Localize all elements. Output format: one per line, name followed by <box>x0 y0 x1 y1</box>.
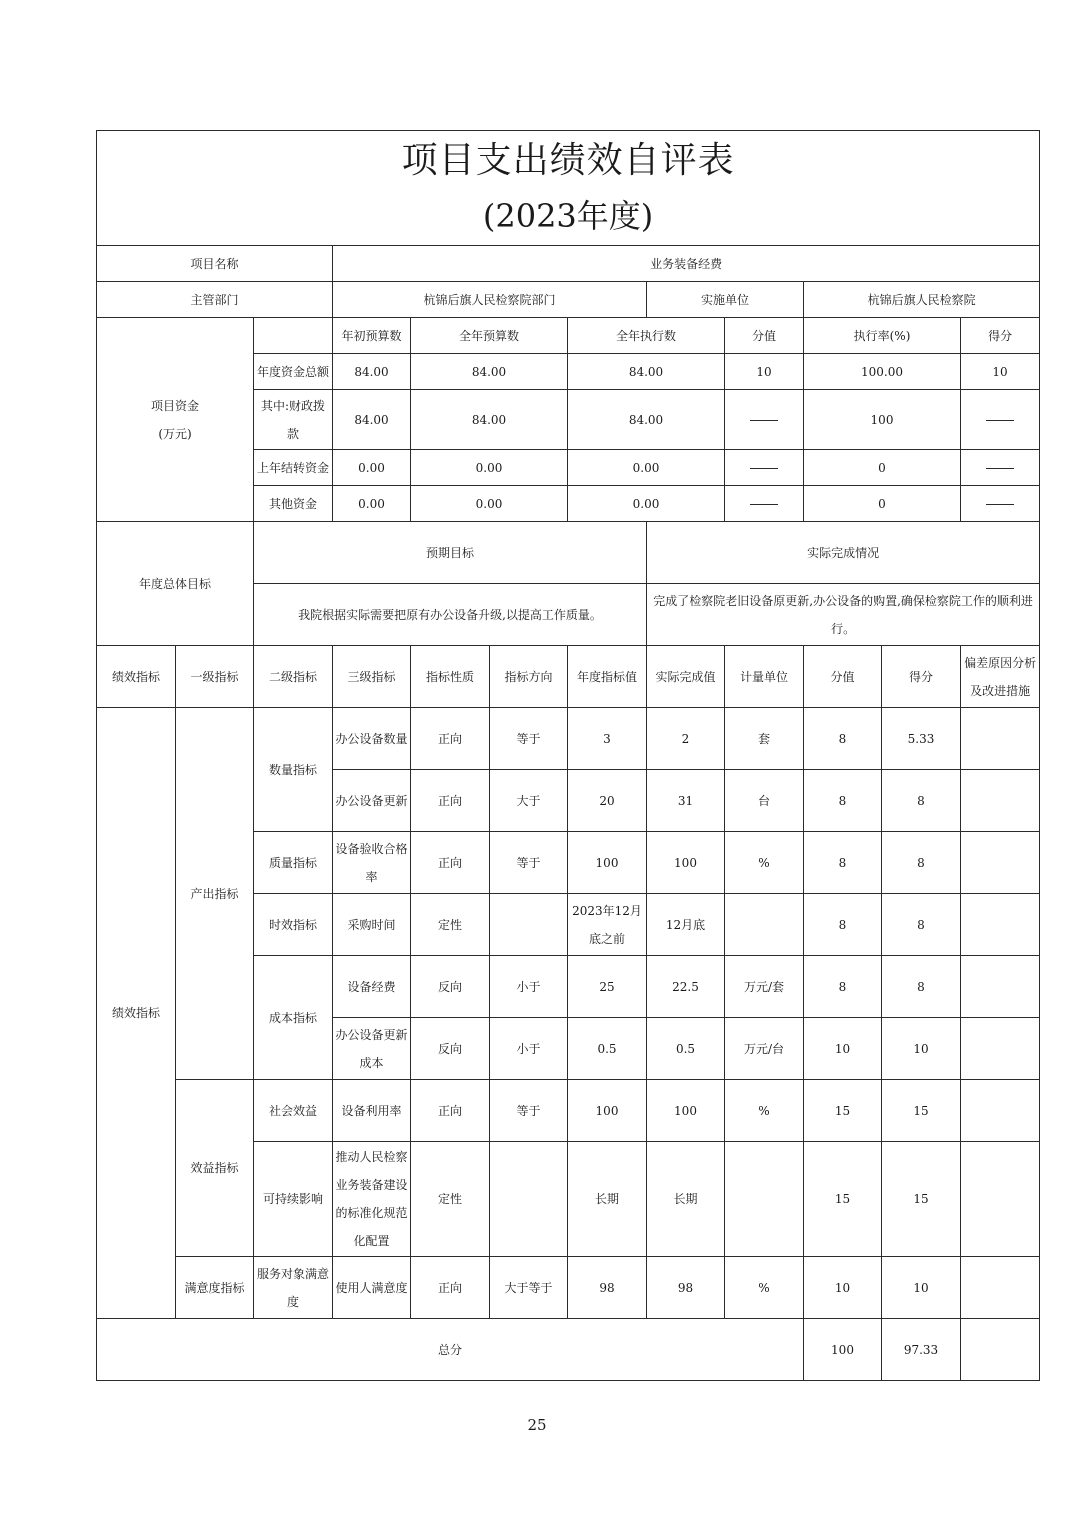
nature-cell: 定性 <box>411 894 490 956</box>
direction-cell: 大于 <box>490 770 568 832</box>
direction-cell: 大于等于 <box>490 1257 568 1319</box>
note-cell <box>961 1257 1040 1319</box>
funds-dash-cell <box>725 486 804 522</box>
level1-satisfaction: 满意度指标 <box>176 1257 254 1319</box>
actual-cell: 长期 <box>647 1142 725 1257</box>
funds-cell: 84.00 <box>411 354 568 390</box>
target-cell: 0.5 <box>568 1018 647 1080</box>
level3-cell: 设备利用率 <box>333 1080 411 1142</box>
got-cell: 15 <box>882 1142 961 1257</box>
target-cell: 98 <box>568 1257 647 1319</box>
nature-cell: 正向 <box>411 708 490 770</box>
unit-cell: 台 <box>725 770 804 832</box>
indicator-header: 得分 <box>882 646 961 708</box>
actual-cell: 100 <box>647 832 725 894</box>
expected-goal-text: 我院根据实际需要把原有办公设备升级,以提高工作质量。 <box>254 584 647 646</box>
funds-cell: 84.00 <box>333 354 411 390</box>
unit-cell: 套 <box>725 708 804 770</box>
direction-cell: 小于 <box>490 956 568 1018</box>
nature-cell: 正向 <box>411 1257 490 1319</box>
indicator-header: 三级指标 <box>333 646 411 708</box>
indicator-header: 分值 <box>804 646 882 708</box>
got-cell: 8 <box>882 832 961 894</box>
target-cell: 3 <box>568 708 647 770</box>
nature-cell: 定性 <box>411 1142 490 1257</box>
funds-header: 年初预算数 <box>333 318 411 354</box>
indicator-header: 指标性质 <box>411 646 490 708</box>
level3-cell: 使用人满意度 <box>333 1257 411 1319</box>
score-cell: 8 <box>804 832 882 894</box>
score-cell: 8 <box>804 708 882 770</box>
unit-cell: 万元/台 <box>725 1018 804 1080</box>
funds-cell: 10 <box>725 354 804 390</box>
unit-cell: 万元/套 <box>725 956 804 1018</box>
score-cell: 8 <box>804 770 882 832</box>
actual-cell: 0.5 <box>647 1018 725 1080</box>
total-score: 100 <box>804 1319 882 1381</box>
actual-cell: 12月底 <box>647 894 725 956</box>
funds-dash-cell <box>961 450 1040 486</box>
score-cell: 8 <box>804 956 882 1018</box>
direction-cell <box>490 894 568 956</box>
actual-cell: 100 <box>647 1080 725 1142</box>
level3-cell: 办公设备更新成本 <box>333 1018 411 1080</box>
actual-status-header: 实际完成情况 <box>647 522 1040 584</box>
level3-cell: 办公设备数量 <box>333 708 411 770</box>
indicator-header: 二级指标 <box>254 646 333 708</box>
funds-corner <box>254 318 333 354</box>
actual-status-text: 完成了检察院老旧设备原更新,办公设备的购置,确保检察院工作的顺利进行。 <box>647 584 1040 646</box>
unit-cell <box>725 1142 804 1257</box>
funds-header: 全年预算数 <box>411 318 568 354</box>
target-cell: 25 <box>568 956 647 1018</box>
dash-mark <box>986 420 1014 421</box>
unit-cell <box>725 894 804 956</box>
dash-mark <box>750 420 778 421</box>
funds-header: 得分 <box>961 318 1040 354</box>
score-cell: 8 <box>804 894 882 956</box>
dept-value: 杭锦后旗人民检察院部门 <box>333 282 647 318</box>
impl-label: 实施单位 <box>647 282 804 318</box>
level3-cell: 办公设备更新 <box>333 770 411 832</box>
level1-output: 产出指标 <box>176 708 254 1080</box>
level3-cell: 设备验收合格率 <box>333 832 411 894</box>
dept-label: 主管部门 <box>97 282 333 318</box>
note-cell <box>961 1080 1040 1142</box>
annual-goal-label: 年度总体目标 <box>97 522 254 646</box>
funds-header: 全年执行数 <box>568 318 725 354</box>
score-cell: 15 <box>804 1142 882 1257</box>
direction-cell <box>490 1142 568 1257</box>
note-cell <box>961 1018 1040 1080</box>
got-cell: 8 <box>882 956 961 1018</box>
total-note <box>961 1319 1040 1381</box>
actual-cell: 22.5 <box>647 956 725 1018</box>
funds-cell: 0.00 <box>333 486 411 522</box>
level2-cost: 成本指标 <box>254 956 333 1080</box>
level2-service-satisfaction: 服务对象满意度 <box>254 1257 333 1319</box>
actual-cell: 98 <box>647 1257 725 1319</box>
page-subtitle: (2023年度) <box>482 197 654 235</box>
direction-cell: 等于 <box>490 1080 568 1142</box>
funds-cell: 100.00 <box>804 354 961 390</box>
indicator-header: 实际完成值 <box>647 646 725 708</box>
actual-cell: 2 <box>647 708 725 770</box>
note-cell <box>961 1142 1040 1257</box>
project-name-label: 项目名称 <box>97 246 333 282</box>
target-cell: 2023年12月底之前 <box>568 894 647 956</box>
got-cell: 8 <box>882 770 961 832</box>
funds-cell: 84.00 <box>333 390 411 450</box>
indicator-header: 指标方向 <box>490 646 568 708</box>
funds-cell: 0.00 <box>568 450 725 486</box>
target-cell: 长期 <box>568 1142 647 1257</box>
score-cell: 10 <box>804 1257 882 1319</box>
funds-row-label: 上年结转资金 <box>254 450 333 486</box>
actual-cell: 31 <box>647 770 725 832</box>
page-title: 项目支出绩效自评表 <box>401 140 735 181</box>
nature-cell: 正向 <box>411 832 490 894</box>
got-cell: 10 <box>882 1018 961 1080</box>
indicator-header: 年度指标值 <box>568 646 647 708</box>
expected-goal-header: 预期目标 <box>254 522 647 584</box>
direction-cell: 等于 <box>490 708 568 770</box>
level3-cell: 设备经费 <box>333 956 411 1018</box>
funds-cell: 84.00 <box>568 354 725 390</box>
funds-row-label: 年度资金总额 <box>254 354 333 390</box>
nature-cell: 正向 <box>411 770 490 832</box>
nature-cell: 反向 <box>411 956 490 1018</box>
funds-dash-cell <box>961 390 1040 450</box>
level2-social: 社会效益 <box>254 1080 333 1142</box>
got-cell: 10 <box>882 1257 961 1319</box>
funds-label <box>97 318 254 522</box>
funds-cell: 0.00 <box>411 450 568 486</box>
note-cell <box>961 770 1040 832</box>
funds-cell: 0.00 <box>333 450 411 486</box>
impl-value: 杭锦后旗人民检察院 <box>804 282 1040 318</box>
funds-dash-cell <box>725 390 804 450</box>
funds-cell: 0.00 <box>411 486 568 522</box>
direction-cell: 等于 <box>490 832 568 894</box>
level2-sustainable: 可持续影响 <box>254 1142 333 1257</box>
title-cell <box>97 131 1040 246</box>
dash-mark <box>750 468 778 469</box>
funds-cell: 0 <box>804 486 961 522</box>
note-cell <box>961 956 1040 1018</box>
level2-quality: 质量指标 <box>254 832 333 894</box>
funds-cell: 84.00 <box>568 390 725 450</box>
nature-cell: 反向 <box>411 1018 490 1080</box>
level2-timeliness: 时效指标 <box>254 894 333 956</box>
funds-header: 分值 <box>725 318 804 354</box>
funds-header: 执行率(%) <box>804 318 961 354</box>
note-cell <box>961 708 1040 770</box>
got-cell: 15 <box>882 1080 961 1142</box>
dash-mark <box>750 504 778 505</box>
unit-cell: % <box>725 832 804 894</box>
note-cell <box>961 894 1040 956</box>
indicator-header: 偏差原因分析及改进措施 <box>961 646 1040 708</box>
target-cell: 100 <box>568 832 647 894</box>
dash-mark <box>986 504 1014 505</box>
funds-dash-cell <box>725 450 804 486</box>
funds-label-line2: (万元) <box>158 426 192 441</box>
direction-cell: 小于 <box>490 1018 568 1080</box>
funds-cell: 0 <box>804 450 961 486</box>
level3-cell: 推动人民检察业务装备建设的标准化规范化配置 <box>333 1142 411 1257</box>
note-cell <box>961 832 1040 894</box>
project-name-value: 业务装备经费 <box>333 246 1040 282</box>
indicator-header: 绩效指标 <box>97 646 176 708</box>
indicator-header: 一级指标 <box>176 646 254 708</box>
level1-benefit: 效益指标 <box>176 1080 254 1257</box>
funds-label-line1: 项目资金 <box>150 398 199 413</box>
indicator-header: 计量单位 <box>725 646 804 708</box>
funds-cell: 0.00 <box>568 486 725 522</box>
total-got: 97.33 <box>882 1319 961 1381</box>
funds-row-label: 其他资金 <box>254 486 333 522</box>
nature-cell: 正向 <box>411 1080 490 1142</box>
target-cell: 100 <box>568 1080 647 1142</box>
page-number: 25 <box>527 1416 547 1434</box>
score-cell: 10 <box>804 1018 882 1080</box>
total-label: 总分 <box>97 1319 804 1381</box>
funds-cell: 84.00 <box>411 390 568 450</box>
target-cell: 20 <box>568 770 647 832</box>
level2-quantity: 数量指标 <box>254 708 333 832</box>
performance-evaluation-table <box>96 130 1040 1381</box>
funds-cell: 10 <box>961 354 1040 390</box>
level3-cell: 采购时间 <box>333 894 411 956</box>
unit-cell: % <box>725 1257 804 1319</box>
funds-row-label: 其中:财政拨款 <box>254 390 333 450</box>
funds-dash-cell <box>961 486 1040 522</box>
dash-mark <box>986 468 1014 469</box>
score-cell: 15 <box>804 1080 882 1142</box>
unit-cell: % <box>725 1080 804 1142</box>
funds-cell: 100 <box>804 390 961 450</box>
got-cell: 5.33 <box>882 708 961 770</box>
indicator-side-label: 绩效指标 <box>97 708 176 1319</box>
got-cell: 8 <box>882 894 961 956</box>
